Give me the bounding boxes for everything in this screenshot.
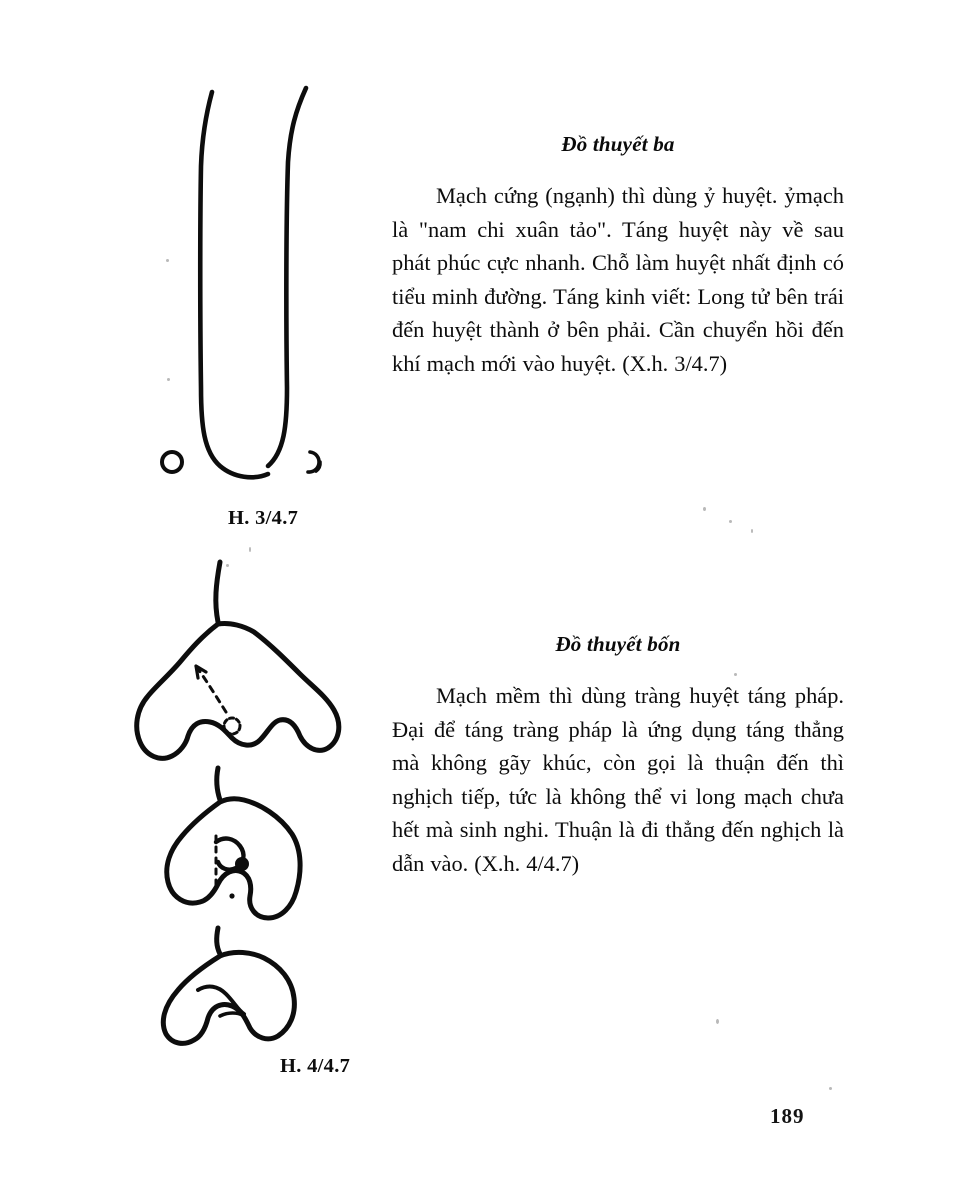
section-do-thuyet-ba [392, 132, 844, 381]
shape-3-inner-fold [198, 987, 244, 1014]
section-heading-1: Đồ thuyết ba [561, 132, 675, 156]
figure-caption-h-3-4-7: H. 3/4.7 [228, 507, 299, 529]
shape-1-point-marker [224, 718, 240, 734]
shape-1-stem [216, 562, 220, 622]
page-number: 189 [770, 1104, 805, 1128]
marker-circle-left [162, 452, 182, 472]
scan-speck [716, 1019, 719, 1024]
section-paragraph-2: Mạch mềm thì dùng tràng huyệt táng pháp. Đại để táng tràng pháp là ứng dụng táng thẳng mà không gãy khúc, còn gọi là thuận đến thì nghịch tiếp, tức là không thể vi long mạch chưa hết mà sinh nghi. Thuận là đi thẳng đến nghịch là dẫn vào. (X.h. 4/4.7) [392, 683, 844, 876]
shape-2-stem [217, 768, 220, 800]
scan-speck [729, 520, 732, 523]
scan-speck [751, 529, 753, 533]
shape-2-outline [167, 799, 300, 918]
shape-3-stem [217, 928, 220, 954]
figure-h-4-4-7 [120, 550, 420, 1110]
figure-h-3-4-7 [150, 70, 400, 550]
scan-speck [829, 1087, 832, 1090]
marker-circle-right [308, 452, 320, 472]
scan-speck [703, 507, 706, 511]
shape-3-inner-arc [220, 1013, 244, 1016]
shape-2-point-marker [235, 857, 249, 871]
shape-2-dot-marker [229, 893, 234, 898]
figure-h-3-4-7-drawing [150, 70, 400, 500]
scan-speck [166, 259, 169, 262]
scan-speck [249, 547, 251, 552]
scan-speck [734, 673, 737, 676]
figure-h-4-4-7-drawing [120, 550, 420, 1050]
section-heading-2: Đồ thuyết bốn [555, 632, 681, 656]
scan-speck [226, 564, 229, 567]
section-do-thuyet-bon [392, 632, 844, 881]
scan-speck [167, 378, 170, 381]
shape-1-dashed-line [196, 666, 226, 712]
figure-caption-h-4-4-7: H. 4/4.7 [280, 1055, 351, 1077]
shape-1-outline [137, 623, 339, 758]
section-paragraph-1: Mạch cứng (ngạnh) thì dùng ỷ huyệt. ỷmạch là "nam chi xuân tảo". Táng huyệt này về sau phát phúc cực nhanh. Chỗ làm huyệt nhất định có tiểu minh đường. Táng kinh viết: Long tử bên trái đến huyệt thành ở bên phải. Cần chuyển hồi đến khí mạch mới vào huyệt. (X.h. 3/4.7) [392, 183, 844, 376]
